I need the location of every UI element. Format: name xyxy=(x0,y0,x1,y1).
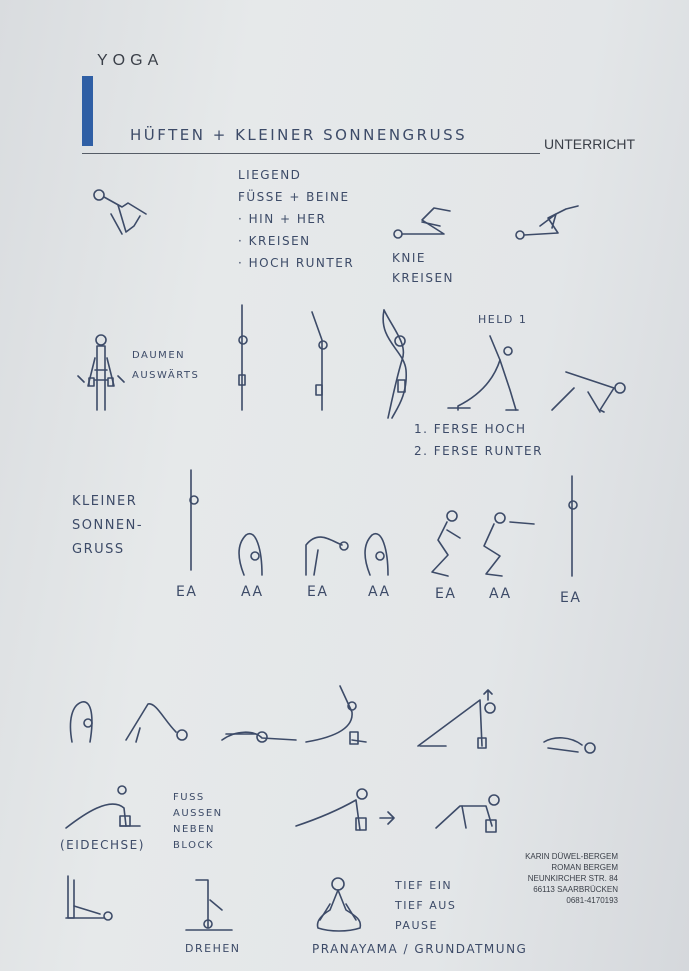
note-line: · HOCH RUNTER xyxy=(238,256,355,270)
brand-title: YOGA xyxy=(97,52,164,69)
address-line: ROMAN BERGEM xyxy=(551,863,618,872)
note-line: TIEF EIN xyxy=(395,879,453,892)
address-line: KARIN DÜWEL-BERGEM xyxy=(525,852,618,861)
breath-label: EA xyxy=(176,584,198,600)
sun-figure-4 xyxy=(365,534,388,575)
legs-up-wall-figure xyxy=(66,876,112,920)
sun-figure-5 xyxy=(432,511,460,576)
note-line: AUSSEN xyxy=(173,808,223,819)
child-pose-figure xyxy=(70,702,92,742)
note-line: BLOCK xyxy=(173,840,214,851)
address-line: 0681-4170193 xyxy=(566,896,618,905)
standing-figure xyxy=(78,335,124,410)
pranayama-label: PRANAYAMA / GRUNDATMUNG xyxy=(312,942,528,956)
breath-label: EA xyxy=(560,590,582,606)
breath-label: AA xyxy=(368,584,391,600)
side-lunge-figure xyxy=(418,690,495,748)
lying-prone-figure xyxy=(222,732,296,742)
note-line: · KREISEN xyxy=(238,234,311,248)
note-line: KREISEN xyxy=(392,271,455,285)
sun-figure-6 xyxy=(484,513,534,576)
backbend-figure xyxy=(383,310,406,418)
sun-figure-2 xyxy=(239,534,262,575)
lizard-pose-figure xyxy=(66,786,140,828)
note-line: FÜSSE + BEINE xyxy=(238,190,350,204)
note-line: LIEGEND xyxy=(238,168,302,182)
section-label: UNTERRICHT xyxy=(544,136,635,152)
downward-dog-figure xyxy=(126,704,187,742)
note-line: GRUSS xyxy=(72,542,125,557)
twist-figure xyxy=(186,880,232,930)
hip-opener-figure-2 xyxy=(436,795,499,832)
knee-figure xyxy=(394,208,450,238)
note-line: KLEINER xyxy=(72,494,138,509)
lunge-figure xyxy=(306,686,366,744)
sun-figure-7 xyxy=(569,476,577,576)
note-line: · HIN + HER xyxy=(238,212,327,226)
turn-label: DREHEN xyxy=(185,942,241,955)
reclined-figure xyxy=(544,738,595,753)
breath-label: EA xyxy=(307,584,329,600)
note-line: AUSWÄRTS xyxy=(132,370,200,381)
breath-label: EA xyxy=(435,586,457,602)
note-line: TIEF AUS xyxy=(395,899,457,912)
note-line: KNIE xyxy=(392,251,426,265)
side-standing-figure xyxy=(239,305,247,410)
meditation-figure xyxy=(318,878,361,931)
arms-up-figure xyxy=(312,312,327,410)
note-line: PAUSE xyxy=(395,919,438,932)
breath-label: AA xyxy=(489,586,512,602)
sun-figure-1 xyxy=(190,470,198,570)
knee-figure-2 xyxy=(516,206,578,239)
lying-legs-figure xyxy=(94,190,146,234)
warrior-1-figure xyxy=(448,336,518,410)
lesson-title: HÜFTEN + KLEINER SONNENGRUSS xyxy=(130,126,468,144)
hip-opener-figure-1 xyxy=(296,789,394,830)
lizard-label: (EIDECHSE) xyxy=(60,838,145,852)
side-angle-figure xyxy=(552,372,625,412)
sun-figure-3 xyxy=(306,537,348,575)
note-line: DAUMEN xyxy=(132,350,186,361)
address-line: NEUNKIRCHER STR. 84 xyxy=(527,874,618,883)
hero-label: HELD 1 xyxy=(478,313,528,326)
note-line: FUSS xyxy=(173,792,205,803)
address-line: 66113 SAARBRÜCKEN xyxy=(533,885,618,894)
note-line: SONNEN- xyxy=(72,518,144,533)
breath-label: AA xyxy=(241,584,264,600)
note-line: 1. FERSE HOCH xyxy=(414,422,527,436)
note-line: NEBEN xyxy=(173,824,215,835)
note-line: 2. FERSE RUNTER xyxy=(414,444,543,458)
